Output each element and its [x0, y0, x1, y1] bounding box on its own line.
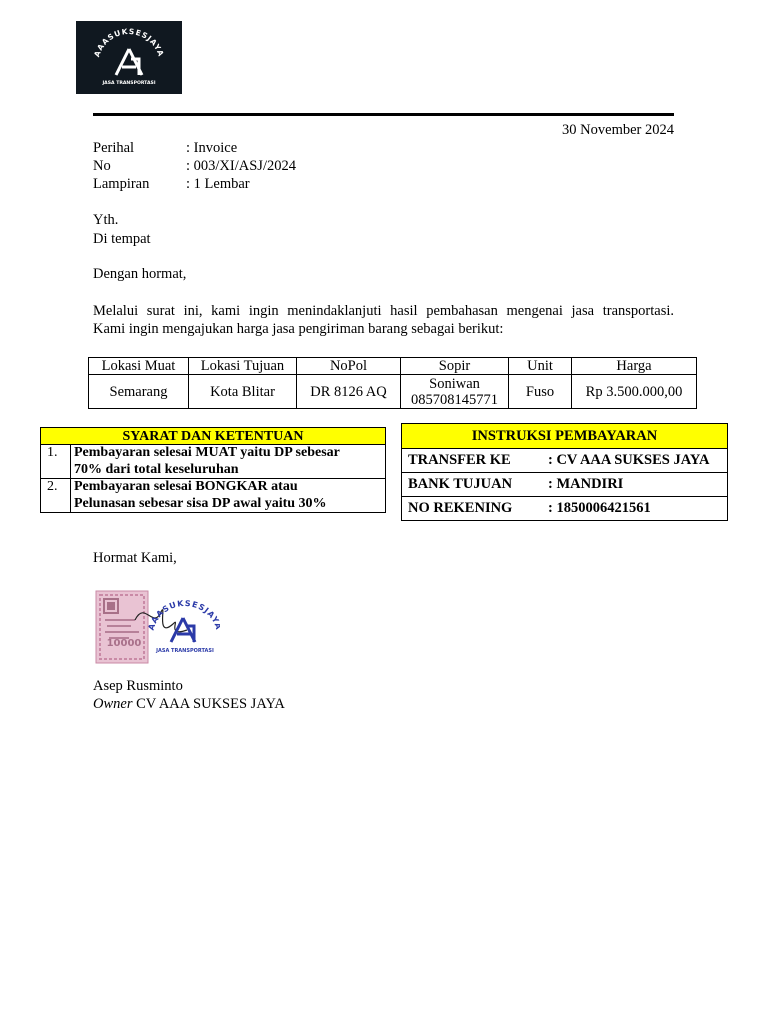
table-row	[89, 375, 697, 409]
col-header-nopol: NoPol	[297, 358, 401, 375]
terms-title: SYARAT DAN KETENTUAN	[41, 428, 386, 445]
logo-tagline: JASA TRANSPORTASI	[102, 81, 156, 86]
col-header-lokasi-muat: Lokasi Muat	[89, 358, 189, 375]
payment-row-rekening	[402, 497, 728, 521]
cell-sopir	[401, 375, 509, 409]
col-header-lokasi-tujuan: Lokasi Tujuan	[189, 358, 297, 375]
recipient-line-1: Yth.	[93, 212, 119, 228]
term-text-1	[71, 445, 386, 479]
price-table	[88, 357, 697, 409]
company-logo	[76, 21, 182, 94]
signer-role: Owner	[93, 696, 133, 712]
signer-name: Asep Rusminto	[93, 678, 183, 694]
stamp-arc-text: AAASUKSESJAY	[146, 598, 220, 632]
header-rule	[93, 113, 674, 116]
list-item	[41, 445, 386, 479]
letter-date: 30 November 2024	[562, 122, 674, 138]
cell-lokasi-tujuan: Kota Blitar	[189, 375, 297, 409]
col-header-sopir: Sopir	[401, 358, 509, 375]
payment-label-transfer: TRANSFER KE	[408, 452, 511, 468]
sopir-phone: 085708145771	[411, 391, 498, 408]
signer-company: CV AAA SUKSES JAYA	[132, 696, 285, 712]
term-1-line-1: Pembayaran selesai MUAT yaitu DP sebesar	[74, 445, 340, 460]
payment-label-rekening: NO REKENING	[408, 500, 513, 516]
body-line-2: Kami ingin mengajukan harga jasa pengiriman barang sebagai berikut:	[93, 321, 504, 337]
sopir-name: Soniwan	[429, 375, 480, 392]
meta-label-no: No	[93, 158, 111, 174]
terms-table	[40, 427, 386, 513]
cell-unit: Fuso	[509, 375, 572, 409]
term-1-line-2: 70% dari total keseluruhan	[74, 461, 239, 477]
logo-arc-text: AAASUKSESJAYA	[92, 26, 166, 59]
payment-row-transfer	[402, 449, 728, 473]
payment-table	[401, 423, 728, 521]
term-number-1: 1.	[41, 445, 71, 479]
signer-title	[93, 695, 285, 713]
col-header-harga: Harga	[572, 358, 697, 375]
col-header-unit: Unit	[509, 358, 572, 375]
closing: Hormat Kami,	[93, 550, 177, 566]
term-2-line-2: Pelunasan sebesar sisa DP awal yaitu 30%	[74, 495, 327, 511]
term-number-2: 2.	[41, 479, 71, 513]
payment-row-bank	[402, 473, 728, 497]
meterai-value: 10000	[106, 638, 142, 649]
svg-text:AAASUKSESJAYA	[147, 599, 220, 631]
payment-value-transfer: : CV AAA SUKSES JAYA	[548, 452, 710, 468]
stamp-tagline: JASA TRANSPORTASI	[156, 648, 214, 654]
signature-stamp	[95, 590, 220, 665]
cell-nopol: DR 8126 AQ	[297, 375, 401, 409]
list-item	[41, 479, 386, 513]
payment-label-bank: BANK TUJUAN	[408, 476, 513, 492]
greeting: Dengan hormat,	[93, 266, 187, 282]
body-line-1: Melalui surat ini, kami ingin menindaklanjuti hasil pembahasan mengenai jasa transportasi.	[93, 303, 674, 319]
payment-value-bank: : MANDIRI	[548, 476, 624, 492]
term-2-line-1: Pembayaran selesai BONGKAR atau	[74, 479, 298, 494]
term-text-2	[71, 479, 386, 513]
payment-title: INSTRUKSI PEMBAYARAN	[402, 424, 728, 449]
meta-value-lampiran: : 1 Lembar	[186, 176, 250, 192]
meta-label-lampiran: Lampiran	[93, 176, 150, 192]
cell-lokasi-muat: Semarang	[89, 375, 189, 409]
meta-label-perihal: Perihal	[93, 140, 135, 156]
logo-mark-icon	[116, 49, 142, 75]
meta-value-perihal: : Invoice	[186, 140, 238, 156]
cell-harga: Rp 3.500.000,00	[572, 375, 697, 409]
recipient-line-2: Di tempat	[93, 231, 151, 247]
meterai-stamp-icon	[96, 591, 148, 663]
price-table-header-row	[89, 358, 697, 375]
meta-value-no: : 003/XI/ASJ/2024	[186, 158, 296, 174]
svg-text:AAASUKSESJAYA	[92, 27, 166, 58]
payment-value-rekening: : 1850006421561	[548, 500, 651, 516]
